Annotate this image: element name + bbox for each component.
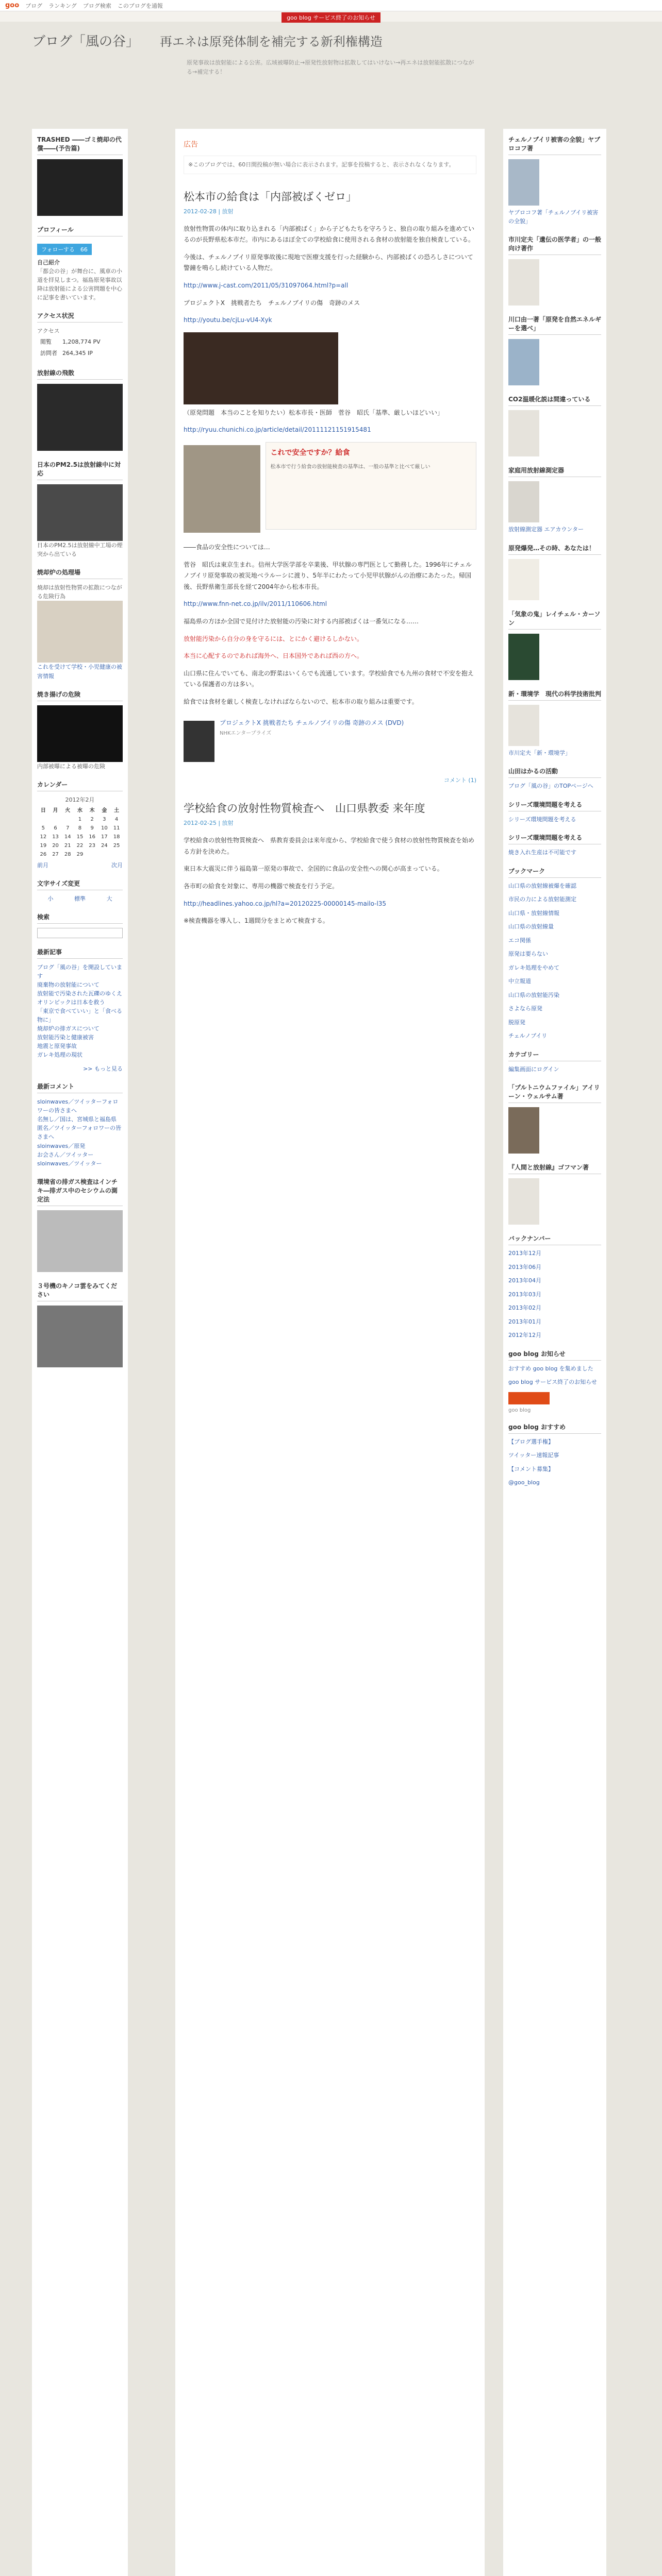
- cal-day: 23: [89, 842, 96, 849]
- cal-day: 14: [64, 834, 71, 840]
- entry-p10: 給食では食材を厳しく検査しなければならないので、松本市の取り組みは重要です。: [184, 698, 418, 705]
- cal-week: [37, 824, 123, 833]
- entry2-p2: 東日本大震災に伴う福島第一原発の事故で、全国的に食品の安全性への関心が高まっている。: [184, 865, 443, 873]
- cal-day: 3: [103, 816, 106, 822]
- r1-image[interactable]: [508, 159, 539, 206]
- cal-day: 20: [52, 842, 59, 849]
- cal-head: 月: [53, 807, 58, 814]
- font-large[interactable]: 大: [106, 895, 112, 902]
- b2-title: 『人間と放射線』ゴフマン著: [508, 1163, 601, 1174]
- backnumber-item[interactable]: 2013年06月: [508, 1263, 541, 1270]
- entry-url1[interactable]: http://www.j-cast.com/2011/05/31097064.html?p=all: [184, 281, 349, 289]
- cal-next[interactable]: 次月: [111, 861, 123, 869]
- cal-day: 16: [89, 834, 96, 840]
- top-link-blog[interactable]: ブログ: [25, 2, 43, 9]
- kanto-title: 焼却炉の処理場: [37, 568, 123, 579]
- cal-day: 9: [90, 825, 94, 831]
- b2-image[interactable]: [508, 1178, 539, 1225]
- dvd-sub: NHKエンタープライズ: [220, 731, 272, 737]
- entry-title[interactable]: 松本市の給食は「内部被ばくゼロ」: [184, 190, 357, 203]
- r5-caption[interactable]: 放射線測定器 エアカウンター: [508, 526, 584, 533]
- ad-note: ※このブログでは、60日間投稿が無い場合に表示されます。記事を投稿すると、表示されなくなります。: [184, 156, 476, 174]
- rss-item[interactable]: @goo_blog: [508, 1479, 540, 1486]
- r5-title: 家庭用放射線測定器: [508, 466, 601, 477]
- calendar-month: 2012年2月: [65, 796, 95, 803]
- r4-title: CO2温暖化説は間違っている: [508, 395, 601, 406]
- backnumber-item[interactable]: 2013年12月: [508, 1250, 541, 1257]
- dvd-title[interactable]: プロジェクトX 挑戦者たち チェルノブイリの傷 奇跡のメス (DVD): [220, 719, 404, 727]
- bottom-title: 環境省の排ガス検査はインチキ―排ガス中のセシウムの測定法: [37, 1177, 123, 1206]
- goo-item[interactable]: おすすめ goo blog を集めました: [508, 1365, 593, 1372]
- r2-title: 市川定夫「遺伝の医学者」の一般向け著作: [508, 235, 601, 255]
- profile-name: 自己紹介: [37, 259, 60, 266]
- rss-item[interactable]: 【コメント募集】: [508, 1465, 554, 1472]
- entry-p4: （原発問題 本当のことを知りたい）松本市長・医師 菅谷 昭氏「基準、厳しいほどいい」: [184, 409, 444, 416]
- b1-image[interactable]: [508, 1107, 539, 1154]
- font-small[interactable]: 小: [47, 895, 54, 902]
- category-title: カテゴリー: [508, 1050, 601, 1061]
- cal-day: [98, 850, 111, 859]
- cal-head: 土: [114, 807, 120, 814]
- recent-item[interactable]: 放射能で汚染された瓦礫のゆくえ: [37, 990, 122, 997]
- left-sidebar: [32, 129, 128, 2576]
- bookmark-item[interactable]: 山口県の放射能汚染: [508, 991, 559, 998]
- cal-day: 8: [78, 825, 82, 831]
- blog-header: [32, 31, 630, 98]
- cal-day: 18: [113, 834, 120, 840]
- main-content: [175, 129, 485, 2576]
- blog-description: 原発事故は放射能による公害。広域被曝防止→原発性放射物は拡散してはいけない→再エネは放射能拡散につながる→補完する！: [187, 59, 474, 75]
- info-link[interactable]: これを受けて学校・小児健康の被害情報: [37, 664, 122, 680]
- goo-bottom: goo blog: [508, 1407, 531, 1413]
- recent-item[interactable]: ガレキ処理の現状: [37, 1052, 82, 1059]
- cal-head: 日: [40, 807, 46, 814]
- recent-item[interactable]: 地震と原発事故: [37, 1043, 77, 1050]
- cal-head: 水: [77, 807, 82, 814]
- recent-item[interactable]: 焼却炉の排ガスについて: [37, 1025, 100, 1032]
- cal-week: [37, 841, 123, 850]
- cal-week: [37, 850, 123, 859]
- follow-button[interactable]: フォローする 66: [37, 244, 92, 255]
- bookmark-item[interactable]: 市民の力による放射能測定: [508, 896, 576, 903]
- r7-title: 「気象の鬼」レイチェル・カーソン: [508, 609, 601, 630]
- gareki-image[interactable]: [37, 705, 123, 762]
- notice-bar: [0, 11, 662, 22]
- recent-item[interactable]: 「東京で食べていい」と「食べる物に」: [37, 1007, 122, 1024]
- login-link[interactable]: 編集画面にログイン: [508, 1065, 559, 1073]
- cal-day: 21: [64, 842, 71, 849]
- r1-caption[interactable]: ヤブロコフ著「チェルノブイリ被害の全貌」: [508, 209, 599, 225]
- rcomment-title: 最新コメント: [37, 1082, 123, 1093]
- goo-title: goo blog お知らせ: [508, 1349, 601, 1361]
- entry2-body: [184, 835, 476, 927]
- r8-caption[interactable]: 市川定夫「新・環境学」: [508, 749, 571, 756]
- profile-text: 「都会の谷」が舞台に、風車の小道を拝見しまつ。福島原発事故以降は放射能による公害問題を中心に記事を書いています。: [37, 268, 122, 301]
- recent-item[interactable]: 放射能汚染と健康被害: [37, 1034, 94, 1041]
- r9-link[interactable]: ブログ「風の谷」のTOPページへ: [508, 783, 593, 789]
- dvd-cover[interactable]: [184, 721, 214, 762]
- backnumber-item[interactable]: 2013年01月: [508, 1318, 541, 1325]
- bookmark-item[interactable]: さよなら原発: [508, 1005, 542, 1012]
- access-title: アクセス状況: [37, 311, 123, 323]
- cal-day: 25: [113, 842, 120, 849]
- r11-title: シリーズ環境問題を考える: [508, 833, 601, 844]
- cal-day: 27: [52, 851, 59, 857]
- rcomment-item[interactable]: お会さん／ツイッター: [37, 1151, 94, 1158]
- right-sidebar: [503, 129, 606, 2576]
- backnumber-item[interactable]: 2013年04月: [508, 1277, 541, 1284]
- trash-title: TRASHED ――ゴミ焼却の代償――(予告篇): [37, 135, 123, 155]
- r3-image[interactable]: [508, 339, 539, 385]
- rcomment-item[interactable]: sloinwaves／原発: [37, 1142, 86, 1149]
- goo-logo-badge[interactable]: [508, 1392, 550, 1404]
- fuk-caption: 日本のPM2.5は放射線中工場の煙突から出ている: [37, 542, 123, 558]
- r6-image[interactable]: [508, 559, 539, 600]
- gareki-title: 焼き揚げの危険: [37, 690, 123, 701]
- rcomment-item[interactable]: sloinwaves／ツイッターフォロワーの皆さまへ: [37, 1098, 119, 1114]
- info-box: [266, 442, 476, 530]
- font-normal[interactable]: 標準: [74, 895, 86, 902]
- ad-title: 広告: [184, 141, 198, 149]
- kanto-caption: 焼却は放射性物質の拡散につながる危険行為: [37, 584, 122, 600]
- cal-day: 19: [40, 842, 47, 849]
- backnumber-list: [508, 1249, 601, 1340]
- entry2-p4: ※検査機器を導入し、1週間分をまとめて検査する。: [184, 917, 329, 925]
- r1-title: チェルノブイリ被害の全貌」ヤブロコフ著: [508, 135, 601, 155]
- b1-title: 「プルトニウムファイル」アイリーン・ウェルサム著: [508, 1083, 601, 1103]
- bottom2-title: ３号機のキノコ雲をみてください: [37, 1281, 123, 1301]
- top-link-report[interactable]: このブログを通報: [117, 2, 163, 9]
- bookmark-item[interactable]: 山口県の放射線量: [508, 923, 554, 930]
- backnumber-item[interactable]: 2013年02月: [508, 1304, 541, 1311]
- bookmark-item[interactable]: 山口県の放射線被爆を確認: [508, 882, 576, 889]
- radiation-title: 放射線の飛散: [37, 368, 123, 380]
- entry-url2[interactable]: http://youtu.be/cjLu-vU4-Xyk: [184, 316, 272, 324]
- r8-image[interactable]: [508, 705, 539, 746]
- comment-link[interactable]: コメント (1): [443, 777, 476, 784]
- rss-item[interactable]: ツイッター速報記事: [508, 1452, 559, 1459]
- recent-item[interactable]: オリンピックは日本を救う: [37, 998, 105, 1006]
- fuk-title: 日本のPM2.5は放射線中に対応: [37, 460, 123, 480]
- cal-day: 17: [101, 834, 108, 840]
- entry-p3: プロジェクトX 挑戦者たち チェルノブイリの傷 奇跡のメス: [184, 299, 360, 307]
- entry2-date[interactable]: 2012-02-25 | 放射: [184, 820, 234, 827]
- top-link-search[interactable]: ブログ検索: [82, 2, 111, 9]
- gootop-bar: [0, 0, 662, 11]
- rcomment-item[interactable]: 名無し／国は、宮城県と福島県: [37, 1116, 117, 1123]
- entry-p7: 放射能汚染から自分の身を守るには、とにかく避けるしかない。: [184, 635, 363, 642]
- cal-day: 2: [90, 816, 94, 822]
- search-input[interactable]: [37, 928, 123, 938]
- info-sub: 松本市で行う給食の放射能検査の基準は、一般の基準と比べて厳しい: [270, 464, 431, 470]
- r6-title: 原発爆発…その時、あなたは！: [508, 544, 601, 555]
- r9-title: 山田はかるの活動: [508, 767, 601, 778]
- separator: ――食品の安全性については…: [184, 543, 270, 551]
- cal-day: 5: [41, 825, 45, 831]
- blog-title[interactable]: ブログ「風の谷」: [32, 34, 140, 49]
- cal-prev[interactable]: 前月: [37, 861, 48, 869]
- search-title: 検索: [37, 912, 123, 924]
- cal-head: 金: [102, 807, 107, 814]
- goo-logo[interactable]: goo: [5, 2, 20, 9]
- cal-day: 10: [101, 825, 108, 831]
- profile-title: プロフィール: [37, 225, 123, 236]
- entry-p6: 福島県の方ほか全国で見付けた放射能の汚染に対する内部被ばくは一番気になる……: [184, 617, 419, 625]
- bookmark-item[interactable]: 中立報道: [508, 978, 531, 985]
- notice-link[interactable]: goo blog サービス終了のお知らせ: [282, 12, 380, 23]
- calendar-table: [37, 804, 123, 859]
- bookmark-item[interactable]: チェルノブイリ: [508, 1032, 548, 1039]
- r10-title: シリーズ環境問題を考える: [508, 800, 601, 811]
- entry2-p3: 各市町の給食を対象に、専用の機器で検査を行う予定。: [184, 883, 339, 890]
- entry-p2: 今後は、チェルノブイリ原発事故後に現地で医療支援を行った経験から、内部被ばくの恐ろしさについて警鐘を鳴らし続けている人物だ。: [184, 253, 473, 272]
- rcomment-item[interactable]: 匿名／ツイッターフォロワーの皆さまへ: [37, 1125, 122, 1141]
- entry2-p1: 学校給食の放射性物質検査へ 県教育委員会は来年度から、学校給食で使う食材の放射性物質検査を始める方針を決めた。: [184, 837, 475, 855]
- cal-day: 28: [64, 851, 71, 857]
- cal-day: [61, 815, 74, 824]
- cal-day: [49, 815, 62, 824]
- entry2-url[interactable]: http://headlines.yahoo.co.jp/hl?a=20120225-00000145-mailo-l35: [184, 900, 387, 907]
- access-val: 264,345 IP: [62, 349, 93, 357]
- entry-p5: 菅谷 昭氏は東京生まれ。信州大学医学部を卒業後、甲状腺の専門医として勤務した。1996年にチェルノブイリ原発事故の被災地ベラルーシに渡り、5年半にわたって小児甲状腺がんの治療にあたった。帰国後、長野県衛生部長を経て2004年から松本市長。: [184, 561, 472, 590]
- cal-day: [37, 815, 49, 824]
- rss-item[interactable]: 【ブログ選手権】: [508, 1438, 554, 1445]
- entry-url4[interactable]: http://www.fnn-net.co.jp/ilv/2011/110606.html: [184, 600, 327, 608]
- access-row: [38, 336, 103, 347]
- access-key: 訪問者: [40, 350, 57, 357]
- entry-p1: 放射性物質の体内に取り込まれる「内部被ばく」から子どもたちを守ろうと、独自の取り組みを進めているのが長野県松本市だ。市内にあるほぼ全ての学校給食に使用される食材の放射能を独自検査している。: [184, 225, 475, 244]
- r2-image[interactable]: [508, 259, 539, 306]
- cal-day: 1: [78, 816, 82, 822]
- cal-day: 15: [76, 834, 84, 840]
- access-table: [37, 335, 104, 359]
- bookmark-list: [508, 882, 601, 1041]
- entry2-title[interactable]: 学校給食の放射性物質検査へ 山口県教委 来年度: [184, 802, 425, 815]
- cal-day: 6: [54, 825, 57, 831]
- cal-day: 29: [76, 851, 84, 857]
- bookmark-item[interactable]: 原発は要らない: [508, 951, 548, 957]
- cal-week: [37, 815, 123, 824]
- r7-image[interactable]: [508, 634, 539, 680]
- backnumber-item[interactable]: 2012年12月: [508, 1332, 541, 1338]
- backnumber-title: バックナンバー: [508, 1234, 601, 1245]
- access-val: 1,208,774 PV: [62, 338, 101, 345]
- cal-day: [86, 850, 98, 859]
- more-link[interactable]: >> もっと見る: [83, 1065, 123, 1073]
- bookmark-item[interactable]: ガレキ処理をやめて: [508, 964, 559, 971]
- access-row: [38, 348, 103, 358]
- recent-item[interactable]: ブログ「風の谷」を開設しています: [37, 963, 122, 979]
- r8-title: 新・環境学 現代の科学技術批判: [508, 689, 601, 701]
- entry-body: [184, 224, 476, 786]
- bookmark-item[interactable]: エコ関係: [508, 937, 531, 944]
- entry-url3[interactable]: http://ryuu.chunichi.co.jp/article/detail/20111121151915481: [184, 426, 371, 434]
- r5-image[interactable]: [508, 481, 539, 522]
- cal-head: 木: [89, 807, 95, 814]
- recent-list: [37, 963, 123, 1060]
- top-link-ranking[interactable]: ランキング: [48, 2, 77, 9]
- mayor-photo: [184, 445, 260, 533]
- entry-p9: 山口県に住んでいても、南北の野菜はいくらでも流通しています。学校給食でも九州の食材で不安を抱えている保護者の方は多い。: [184, 669, 474, 688]
- recent-title: 最新記事: [37, 947, 123, 959]
- bookmark-item[interactable]: 脱原発: [508, 1019, 525, 1026]
- cal-day: 7: [66, 825, 70, 831]
- recent-item[interactable]: 廃棄物の放射能について: [37, 981, 100, 988]
- cal-day: [110, 850, 123, 859]
- cal-day: 13: [52, 834, 59, 840]
- entry-date[interactable]: 2012-02-28 | 放射: [184, 208, 234, 215]
- fuk-image[interactable]: [37, 484, 123, 541]
- r4-image[interactable]: [508, 410, 539, 456]
- fontsize-title: 文字サイズ変更: [37, 879, 123, 890]
- goo-item[interactable]: goo blog サービス終了のお知らせ: [508, 1379, 597, 1385]
- cal-head: 火: [65, 807, 71, 814]
- r11-link[interactable]: 焼き入れ生産は不可能です: [508, 849, 576, 856]
- bookmark-item[interactable]: 山口県・放射線情報: [508, 909, 559, 917]
- kanto-image[interactable]: [37, 601, 123, 663]
- access-label: アクセス: [37, 328, 60, 335]
- blog-catch: 再エネは原発体制を補完する新利権構造: [159, 35, 383, 49]
- trash-image[interactable]: [37, 159, 123, 216]
- cal-day: 22: [76, 842, 84, 849]
- cal-day: 11: [113, 825, 120, 831]
- bottom-image[interactable]: [37, 1210, 123, 1272]
- rss-title: goo blog おすすめ: [508, 1422, 601, 1434]
- access-key: 閲覧: [40, 338, 52, 346]
- calendar-title: カレンダー: [37, 780, 123, 791]
- youtube-thumb[interactable]: [184, 332, 338, 404]
- rcomment-list: [37, 1097, 123, 1167]
- calendar-head: [37, 804, 123, 815]
- cal-day: 4: [114, 816, 119, 822]
- entry-p8: 本当に心配するのであれば海外へ、日本国外であれば西の方へ。: [184, 652, 363, 660]
- r10-link[interactable]: シリーズ環境問題を考える: [508, 816, 576, 823]
- rcomment-item[interactable]: sloinwaves／ツイッター: [37, 1160, 102, 1167]
- cal-day: 12: [40, 834, 47, 840]
- bottom2-image[interactable]: [37, 1306, 123, 1367]
- gareki-caption: 内部被曝による被曝の危険: [37, 762, 105, 770]
- info-head: これで安全ですか？給食: [270, 448, 350, 457]
- bookmark-title: ブックマーク: [508, 867, 601, 878]
- r3-title: 川口由一著「原発を自然エネルギーを選べ」: [508, 315, 601, 335]
- backnumber-item[interactable]: 2013年03月: [508, 1291, 541, 1298]
- cal-day: 24: [101, 842, 108, 849]
- cal-week: [37, 833, 123, 841]
- cal-day: 26: [40, 851, 47, 857]
- radiation-image[interactable]: [37, 384, 123, 451]
